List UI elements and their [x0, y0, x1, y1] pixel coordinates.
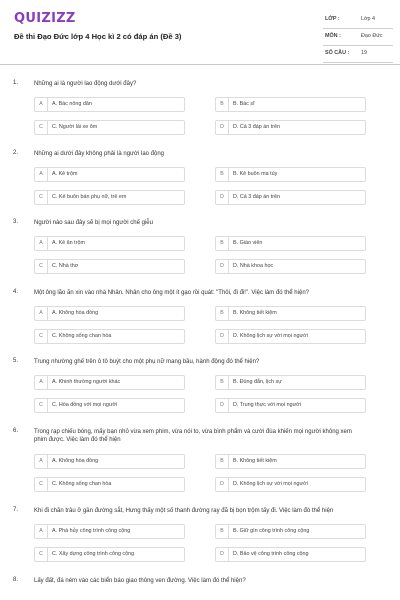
answer-option-c[interactable]	[34, 259, 185, 274]
question-number: 8.	[13, 577, 19, 583]
option-text: D. Trung thực với mọi người	[233, 402, 301, 408]
option-text: C. Không sống chan hòa	[52, 481, 112, 487]
option-text: D. Bảo vệ công trình công cộng	[233, 551, 309, 557]
answer-option-b[interactable]	[215, 167, 366, 182]
option-letter: D	[216, 191, 229, 204]
answer-option-b[interactable]	[215, 524, 366, 539]
option-letter: C	[35, 121, 48, 134]
answer-option-c[interactable]	[34, 477, 185, 492]
answer-option-c[interactable]	[34, 547, 185, 562]
meta-value: Đạo Đức	[361, 33, 383, 39]
answer-option-d[interactable]	[215, 329, 366, 344]
option-text: B. Giáo viên	[233, 240, 263, 246]
meta-value: 19	[361, 50, 367, 56]
option-letter: A	[35, 455, 48, 468]
question-text: Khi đi chăn trâu ở gần đường sắt, Hưng thấy một số thanh đường ray đã bị bọn trộm tấy đi. Việc làm đó thể hiện	[34, 508, 334, 514]
meta-row-class	[323, 12, 393, 29]
question-number: 2.	[13, 150, 19, 156]
option-text: B. Bác sĩ	[233, 101, 255, 107]
answer-option-d[interactable]	[215, 477, 366, 492]
option-letter: B	[216, 168, 229, 181]
option-text: C. Xây dựng công trình công cộng	[52, 551, 135, 557]
header-divider	[0, 64, 400, 65]
option-text: B. Giữ gìn công trình công cộng	[233, 528, 310, 534]
option-letter: C	[35, 399, 48, 412]
option-letter: A	[35, 98, 48, 111]
question-text: Trung nhường ghế trên ô tô buýt cho một phụ nữ mang bầu, hành động đó thể hiện?	[34, 359, 260, 365]
document-title: Đề thi Đạo Đức lớp 4 Học kì 2 có đáp án (Đề 3)	[14, 32, 182, 41]
option-text: D. Không lịch sự với mọi người	[233, 481, 308, 487]
answer-option-a[interactable]	[34, 454, 185, 469]
meta-value: Lớp 4	[361, 16, 376, 22]
option-letter: C	[35, 330, 48, 343]
answer-option-d[interactable]	[215, 190, 366, 205]
option-letter: A	[35, 237, 48, 250]
question-text: Trong rạp chiếu bóng, mấy bạn nhỏ vừa xem phim, vừa nói to, vừa bình phẩm và cười đùa khiến mọi người không xem phim được. Việc làm đó thể hiện	[34, 429, 352, 443]
meta-row-subject	[323, 29, 393, 46]
option-letter: D	[216, 399, 229, 412]
answer-option-b[interactable]	[215, 236, 366, 251]
answer-option-a[interactable]	[34, 97, 185, 112]
answer-option-d[interactable]	[215, 120, 366, 135]
option-letter: D	[216, 478, 229, 491]
question-text: Lấy đất, đá ném vào các biển báo giao thông ven đường. Việc làm đó thể hiện?	[34, 578, 246, 584]
option-letter: D	[216, 330, 229, 343]
option-letter: C	[35, 191, 48, 204]
option-letter: D	[216, 121, 229, 134]
answer-option-c[interactable]	[34, 398, 185, 413]
question-number: 6.	[13, 428, 19, 434]
question-text: Những ai dưới đây không phải là người lao động	[34, 151, 165, 157]
answer-option-c[interactable]	[34, 120, 185, 135]
answer-option-d[interactable]	[215, 547, 366, 562]
answer-option-d[interactable]	[215, 259, 366, 274]
quizizz-logo: QUIZIZZ	[14, 11, 76, 26]
meta-label: SỐ CÂU :	[325, 50, 350, 56]
question-number: 3.	[13, 219, 19, 225]
answer-option-b[interactable]	[215, 97, 366, 112]
option-letter: A	[35, 307, 48, 320]
option-text: B. Đúng đắn, lịch sự	[233, 379, 282, 385]
answer-option-b[interactable]	[215, 375, 366, 390]
option-text: A. Kẻ ăn trộm	[52, 240, 85, 246]
answer-option-a[interactable]	[34, 524, 185, 539]
option-text: D. Cả 3 đáp án trên	[233, 194, 281, 200]
option-letter: B	[216, 455, 229, 468]
option-text: C. Hòa đồng với mọi người	[52, 402, 118, 408]
meta-label: LỚP :	[325, 16, 340, 22]
question-number: 1.	[13, 80, 19, 86]
option-text: D. Cả 3 đáp án trên	[233, 124, 281, 130]
question-text: Những ai là người lao động dưới đây?	[34, 81, 137, 87]
meta-label: MÔN :	[325, 33, 341, 39]
option-letter: B	[216, 376, 229, 389]
option-text: A. Phá hủy công trình công cộng	[52, 528, 131, 534]
option-letter: A	[35, 376, 48, 389]
option-text: B. Không tiết kiệm	[233, 310, 277, 316]
option-text: B. Kẻ buôn ma túy	[233, 171, 278, 177]
option-letter: A	[35, 525, 48, 538]
option-letter: A	[35, 168, 48, 181]
option-text: D. Nhà khoa học	[233, 263, 274, 269]
option-text: A. Không hòa đồng	[52, 310, 99, 316]
answer-option-a[interactable]	[34, 167, 185, 182]
question-number: 7.	[13, 507, 19, 513]
option-text: A. Không hòa đồng	[52, 458, 99, 464]
option-letter: D	[216, 260, 229, 273]
option-text: A. Kẻ trộm	[52, 171, 78, 177]
answer-option-c[interactable]	[34, 329, 185, 344]
option-text: B. Không tiết kiệm	[233, 458, 277, 464]
option-text: A. Khinh thường người khác	[52, 379, 121, 385]
option-text: C. Không sống chan hòa	[52, 333, 112, 339]
answer-option-c[interactable]	[34, 190, 185, 205]
answer-option-b[interactable]	[215, 454, 366, 469]
question-number: 5.	[13, 358, 19, 364]
option-text: C. Người lái xe ôm	[52, 124, 98, 130]
option-text: D. Không lịch sự với mọi người	[233, 333, 308, 339]
option-letter: D	[216, 548, 229, 561]
option-letter: C	[35, 478, 48, 491]
answer-option-a[interactable]	[34, 306, 185, 321]
option-text: C. Kẻ buôn bán phụ nữ, trẻ em	[52, 194, 127, 200]
meta-table	[323, 12, 393, 63]
option-letter: B	[216, 237, 229, 250]
option-text: C. Nhà thơ	[52, 263, 79, 269]
option-letter: C	[35, 260, 48, 273]
option-letter: C	[35, 548, 48, 561]
question-number: 4.	[13, 289, 19, 295]
option-letter: B	[216, 98, 229, 111]
answer-option-a[interactable]	[34, 375, 185, 390]
answer-option-b[interactable]	[215, 306, 366, 321]
answer-option-d[interactable]	[215, 398, 366, 413]
option-letter: B	[216, 307, 229, 320]
option-text: A. Bác nông dân	[52, 101, 92, 107]
option-letter: B	[216, 525, 229, 538]
meta-row-count	[323, 46, 393, 63]
question-text: Người nào sau đây sẽ bị mọi người chế giễu	[34, 220, 153, 226]
answer-option-a[interactable]	[34, 236, 185, 251]
question-text: Một ông lão ăn xin vào nhà Nhân. Nhân cho ông một ít gạo rồi quát: "Thôi, đi đi!". Việc làm đó thể hiện?	[34, 290, 309, 296]
